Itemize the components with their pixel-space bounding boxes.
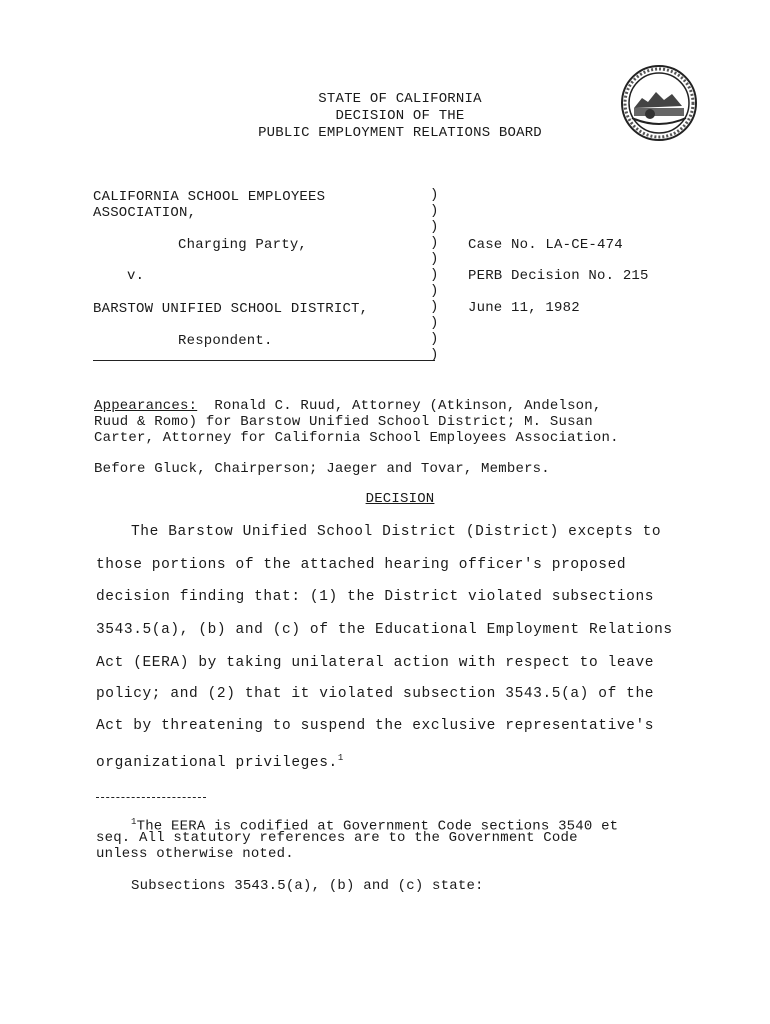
footnote-rule [96,797,206,798]
caption-rule [93,360,435,361]
decision-number: PERB Decision No. 215 [468,268,649,284]
body-line-2: those portions of the attached hearing officer's proposed [96,557,627,573]
subsections-line: Subsections 3543.5(a), (b) and (c) state: [131,878,484,894]
respondent-role: Respondent. [178,333,273,349]
appearances-line-2: Ruud & Romo) for Barstow Unified School District; M. Susan [94,414,593,430]
footnote-text-1: The EERA is codified at Government Code sections 3540 et [136,818,619,835]
header-line-1: STATE OF CALIFORNIA [318,91,482,107]
respondent-name: BARSTOW UNIFIED SCHOOL DISTRICT, [93,301,369,317]
body-line-8 [96,750,344,771]
footnote-reference: 1 [337,753,344,763]
appearances-label: Appearances: [94,398,198,414]
charging-party-role: Charging Party, [178,237,308,253]
footnote-marker: 1 [131,817,137,827]
body-line-8-text: organizational privileges. [96,754,338,771]
appearances-text-1: Ronald C. Ruud, Attorney (Atkinson, Andelson, [214,398,602,414]
header-line-2: DECISION OF THE [335,108,465,124]
before-line: Before Gluck, Chairperson; Jaeger and Tovar, Members. [94,461,550,477]
decision-date: June 11, 1982 [468,300,580,316]
appearances-line-3: Carter, Attorney for California School Employees Association. [94,430,619,446]
charging-party-name-1: CALIFORNIA SCHOOL EMPLOYEES [93,189,326,205]
decision-heading: DECISION [365,491,435,507]
body-line-5: Act (EERA) by taking unilateral action with respect to leave [96,655,655,671]
case-number: Case No. LA-CE-474 [468,237,623,253]
body-line-4: 3543.5(a), (b) and (c) of the Educational Employment Relations [96,622,673,638]
body-line-3: decision finding that: (1) the District violated subsections [96,589,655,605]
appearances-line-1 [94,398,601,414]
header-line-3: PUBLIC EMPLOYMENT RELATIONS BOARD [258,125,542,141]
body-line-6: policy; and (2) that it violated subsection 3543.5(a) of the [96,686,655,702]
footnote-line-2: seq. All statutory references are to the Government Code [96,830,578,846]
body-line-1: The Barstow Unified School District (District) excepts to [131,524,662,540]
footnote-line-3: unless otherwise noted. [96,846,294,862]
versus: v. [127,268,145,284]
caption-bracket: ) ) ) ) ) ) ) ) ) ) ) [430,187,439,363]
charging-party-name-2: ASSOCIATION, [93,205,197,221]
body-line-7: Act by threatening to suspend the exclusive representative's [96,718,655,734]
state-seal-icon [620,64,698,142]
